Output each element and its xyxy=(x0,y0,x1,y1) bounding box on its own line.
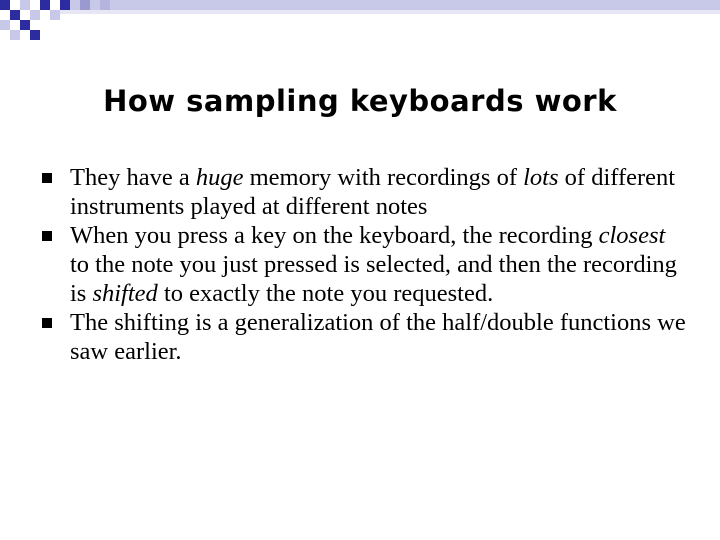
square-bullet-icon xyxy=(42,173,52,183)
slide-title: How sampling keyboards work xyxy=(103,84,617,118)
band-block xyxy=(60,0,70,10)
band-square xyxy=(10,10,20,20)
band-square xyxy=(10,30,20,40)
bullet-text: When you press a key on the keyboard, the recording closest to the note you just pressed is selected, and then the recording is shifted to exactly the note you requested. xyxy=(70,222,677,307)
bullet-list xyxy=(0,163,720,366)
band-strip xyxy=(60,0,720,10)
band-square xyxy=(0,20,10,30)
band-square xyxy=(50,10,60,20)
square-bullet-icon xyxy=(42,318,52,328)
decorative-header-band xyxy=(0,0,720,40)
band-square xyxy=(30,30,40,40)
band-square xyxy=(20,20,30,30)
bullet-item xyxy=(0,163,720,221)
bullet-text: The shifting is a generalization of the half/double functions we saw earlier. xyxy=(70,309,686,365)
band-square xyxy=(40,0,50,10)
band-square xyxy=(30,10,40,20)
band-square xyxy=(20,0,30,10)
bullet-item xyxy=(0,221,720,308)
band-square xyxy=(0,0,10,10)
band-strip-fade xyxy=(60,10,720,14)
bullet-item xyxy=(0,308,720,366)
band-block xyxy=(100,0,110,10)
band-block xyxy=(80,0,90,10)
square-bullet-icon xyxy=(42,231,52,241)
bullet-text: They have a huge memory with recordings of lots of different instruments played at different notes xyxy=(70,164,676,220)
